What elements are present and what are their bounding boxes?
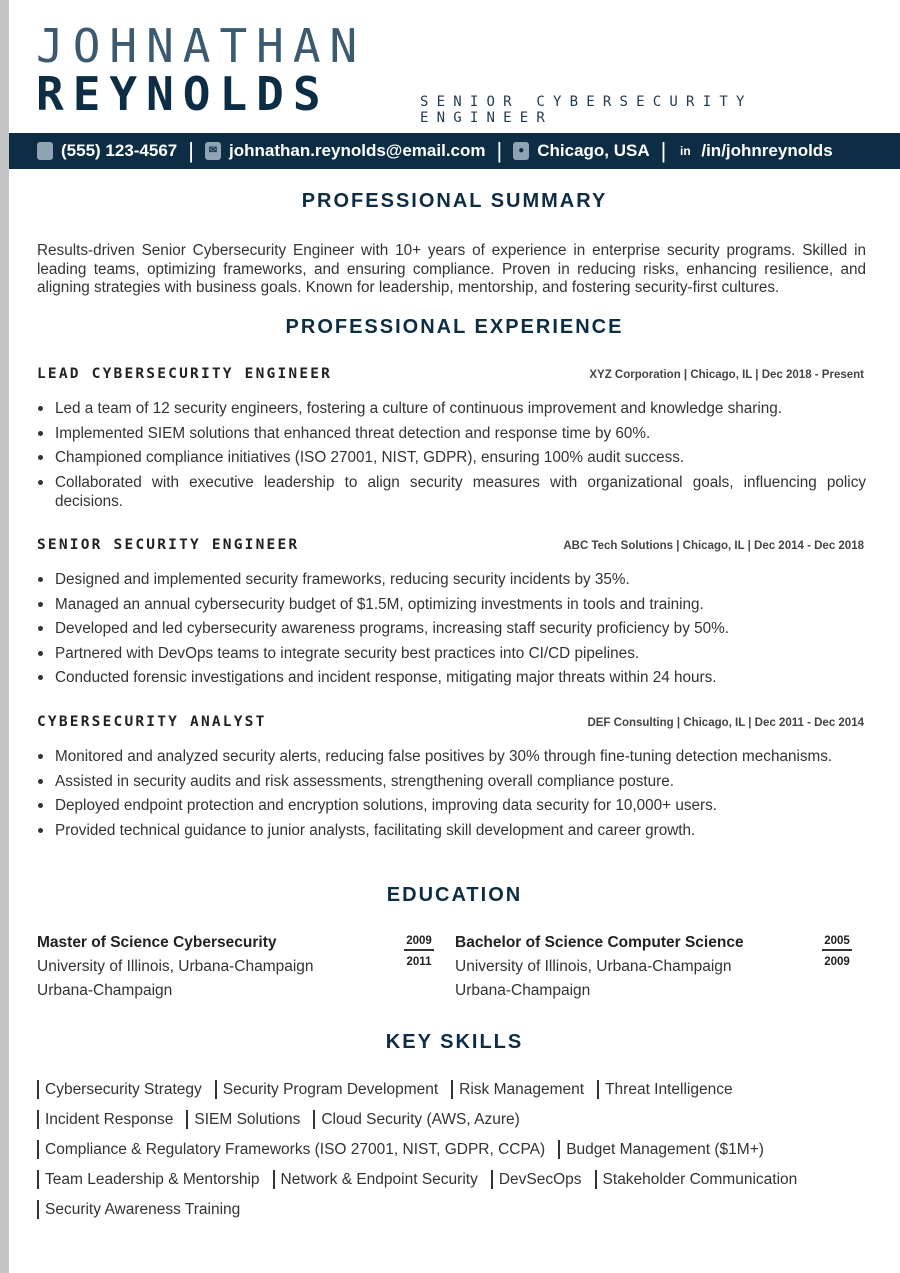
skill: Network & Endpoint Security	[273, 1170, 478, 1189]
separator: |	[496, 138, 503, 163]
bullet: Designed and implemented security frameworks, reducing security incidents by 35%.	[37, 570, 866, 589]
job-bullets	[37, 399, 866, 516]
skill: DevSecOps	[491, 1170, 582, 1189]
start-year: 2005	[822, 935, 852, 951]
phone: (555) 123-4567	[61, 141, 178, 160]
skill: Security Program Development	[215, 1080, 438, 1099]
job-bullets	[37, 570, 866, 693]
skill: Budget Management ($1M+)	[558, 1140, 764, 1159]
email-icon: ✉	[205, 142, 221, 160]
skill: Stakeholder Communication	[595, 1170, 798, 1189]
first-name: JOHNATHAN	[36, 19, 367, 73]
skill: Threat Intelligence	[597, 1080, 733, 1099]
separator: |	[188, 138, 194, 163]
degree: Master of Science Cybersecurity	[37, 934, 277, 951]
job-title: SENIOR CYBERSECURITY ENGINEER	[420, 94, 753, 126]
education-years	[404, 935, 434, 968]
skill: Team Leadership & Mentorship	[37, 1170, 260, 1189]
education-item	[37, 931, 314, 1003]
skill: Risk Management	[451, 1080, 584, 1099]
city: Urbana-Champaign	[37, 982, 173, 999]
city: Urbana-Champaign	[455, 982, 591, 999]
job-title: CYBERSECURITY ANALYST	[37, 714, 267, 730]
bullet: Implemented SIEM solutions that enhanced threat detection and response time by 60%.	[37, 424, 866, 443]
job-meta: XYZ Corporation | Chicago, IL | Dec 2018 - Present	[589, 369, 864, 381]
school: University of Illinois, Urbana-Champaign	[37, 958, 314, 975]
end-year: 2011	[406, 956, 432, 968]
linkedin[interactable]: /in/johnreynolds	[701, 141, 833, 160]
bullet: Led a team of 12 security engineers, fostering a culture of continuous improvement and knowledge sharing.	[37, 399, 866, 418]
separator: |	[660, 138, 667, 163]
summary-heading: PROFESSIONAL SUMMARY	[301, 190, 608, 212]
degree: Bachelor of Science Computer Science	[455, 934, 744, 951]
skill: Security Awareness Training	[37, 1200, 240, 1219]
location: Chicago, USA	[537, 141, 650, 160]
bullet: Provided technical guidance to junior analysts, facilitating skill development and career growth.	[37, 821, 866, 840]
start-year: 2009	[404, 935, 434, 951]
bullet: Partnered with DevOps teams to integrate security best practices into CI/CD pipelines.	[37, 644, 866, 663]
skill: Cloud Security (AWS, Azure)	[313, 1110, 519, 1129]
job-meta: DEF Consulting | Chicago, IL | Dec 2011 - Dec 2014	[587, 717, 864, 729]
end-year: 2009	[824, 956, 850, 968]
bullet: Championed compliance initiatives (ISO 27001, NIST, GDPR), ensuring 100% audit success.	[37, 448, 866, 467]
bullet: Assisted in security audits and risk assessments, strengthening overall compliance posture.	[37, 772, 866, 791]
bullet: Conducted forensic investigations and incident response, mitigating major threats within 24 hours.	[37, 668, 866, 687]
education-item	[455, 931, 744, 1003]
job-bullets	[37, 747, 866, 845]
skills-heading: KEY SKILLS	[385, 1031, 524, 1053]
location-icon: ●	[513, 142, 529, 160]
phone-icon	[37, 142, 53, 160]
school: University of Illinois, Urbana-Champaign	[455, 958, 732, 975]
skill: Compliance & Regulatory Frameworks (ISO 27001, NIST, GDPR, CCPA)	[37, 1140, 545, 1159]
skill: Cybersecurity Strategy	[37, 1080, 202, 1099]
skill: Incident Response	[37, 1110, 173, 1129]
skills-row	[37, 1140, 877, 1170]
skill: SIEM Solutions	[186, 1110, 300, 1129]
bullet: Managed an annual cybersecurity budget of $1.5M, optimizing investments in tools and training.	[37, 595, 866, 614]
skills-row	[37, 1110, 877, 1140]
bullet: Monitored and analyzed security alerts, reducing false positives by 30% through fine-tuning detection mechanisms.	[37, 747, 866, 766]
job-title: SENIOR SECURITY ENGINEER	[37, 537, 300, 553]
skills-list	[37, 1080, 877, 1230]
bullet: Collaborated with executive leadership to align security measures with organizational goals, influencing policy decisions.	[37, 473, 866, 511]
contact-bar	[9, 133, 900, 169]
education-heading: EDUCATION	[386, 884, 523, 906]
job-title: LEAD CYBERSECURITY ENGINEER	[37, 366, 333, 382]
skills-row	[37, 1170, 877, 1200]
left-stripe	[0, 0, 9, 1273]
bullet: Developed and led cybersecurity awareness programs, increasing staff security proficiency by 50%.	[37, 619, 866, 638]
job-meta: ABC Tech Solutions | Chicago, IL | Dec 2014 - Dec 2018	[563, 540, 864, 552]
linkedin-icon: in	[680, 144, 691, 158]
summary-text: Results-driven Senior Cybersecurity Engineer with 10+ years of experience in enterprise security programs. Skilled in leading teams, optimizing frameworks, and ensuring compliance. Proven in reducing risks, enhancing resilience, and aligning strategies with business goals. Known for leadership, mentorship, and fostering security-first cultures.	[37, 242, 866, 297]
email[interactable]: johnathan.reynolds@email.com	[228, 141, 486, 160]
education-years	[822, 935, 852, 968]
skills-row	[37, 1080, 877, 1110]
experience-heading: PROFESSIONAL EXPERIENCE	[285, 316, 624, 338]
last-name: REYNOLDS	[36, 67, 330, 121]
bullet: Deployed endpoint protection and encryption solutions, improving data security for 10,000+ users.	[37, 796, 866, 815]
skills-row	[37, 1200, 877, 1230]
